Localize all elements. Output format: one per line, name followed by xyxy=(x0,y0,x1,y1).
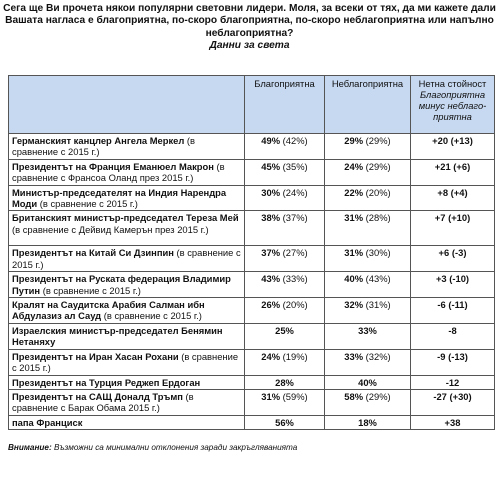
leader-comparison: (в сравнение с Франсоа Оланд през 2015 г.) xyxy=(12,160,225,184)
unfavorable-cell xyxy=(325,323,411,349)
header-net-title: Нетна стойност xyxy=(418,78,487,89)
table-row xyxy=(9,272,495,298)
leader-name: Президентът на Китай Си Дзинпин xyxy=(12,247,174,259)
favorable-previous: (20%) xyxy=(280,299,308,311)
unfavorable-cell xyxy=(325,246,411,272)
table-row xyxy=(9,211,495,246)
unfavorable-previous: (29%) xyxy=(363,160,391,172)
unfavorable-value: 18% xyxy=(358,416,377,428)
net-previous: (-10) xyxy=(446,273,470,285)
favorable-cell xyxy=(245,389,325,415)
net-value: -8 xyxy=(448,324,457,336)
unfavorable-value: 31% xyxy=(344,212,364,224)
unfavorable-cell xyxy=(325,159,411,185)
net-cell xyxy=(411,323,495,349)
net-cell xyxy=(411,185,495,211)
net-previous: (+10) xyxy=(445,212,471,224)
favorable-value: 38% xyxy=(261,212,281,224)
favorable-value: 56% xyxy=(275,416,294,428)
leader-cell xyxy=(9,134,245,160)
unfavorable-cell xyxy=(325,272,411,298)
results-table xyxy=(8,75,495,430)
net-cell xyxy=(411,415,495,429)
favorable-previous: (42%) xyxy=(280,135,308,146)
favorable-previous: (27%) xyxy=(280,247,308,259)
favorable-value: 24% xyxy=(261,350,281,362)
favorable-value: 26% xyxy=(261,299,281,311)
favorable-cell xyxy=(245,298,325,324)
favorable-previous: (37%) xyxy=(280,212,308,224)
favorable-cell xyxy=(245,246,325,272)
unfavorable-previous: (29%) xyxy=(363,135,391,146)
unfavorable-value: 24% xyxy=(344,160,364,172)
leader-comparison: (в сравнение с Барак Обама 2015 г.) xyxy=(12,390,194,414)
leader-name: Британският министър-председател Тереза Мей xyxy=(12,212,239,224)
unfavorable-cell xyxy=(325,298,411,324)
net-previous: (+6) xyxy=(450,160,471,172)
net-value: +38 xyxy=(444,416,461,428)
table-row xyxy=(9,415,495,429)
net-previous: (-11) xyxy=(445,299,468,311)
net-previous: (+30) xyxy=(446,390,472,402)
survey-subtitle: Данни за света xyxy=(209,40,290,52)
net-previous: (-3) xyxy=(449,247,467,259)
favorable-previous: (35%) xyxy=(280,160,308,172)
leader-comparison: (в сравнение с 2015 г.) xyxy=(12,247,241,270)
favorable-cell xyxy=(245,185,325,211)
table-row xyxy=(9,185,495,211)
favorable-cell xyxy=(245,211,325,246)
table-row xyxy=(9,323,495,349)
net-value: +6 xyxy=(438,247,450,259)
table-row xyxy=(9,298,495,324)
favorable-previous: (24%) xyxy=(280,186,308,198)
net-cell xyxy=(411,134,495,160)
leader-comparison: (в сравнение с 2015 г.) xyxy=(37,198,138,210)
leader-name: Министър-председателят на Индия Нарендра Моди xyxy=(12,186,227,210)
unfavorable-cell xyxy=(325,185,411,211)
leader-cell xyxy=(9,246,245,272)
net-value: -9 xyxy=(437,350,446,362)
favorable-value: 43% xyxy=(261,273,281,285)
net-cell xyxy=(411,349,495,375)
net-cell xyxy=(411,375,495,389)
favorable-cell xyxy=(245,375,325,389)
leader-name: Президентът на Франция Еманюел Макрон xyxy=(12,160,214,172)
leader-name: Кралят на Саудитска Арабия Салман ибн Абдулазиз ал Сауд xyxy=(12,299,205,322)
leader-cell xyxy=(9,185,245,211)
unfavorable-cell xyxy=(325,349,411,375)
net-value: +20 xyxy=(432,135,449,146)
leader-cell xyxy=(9,211,245,246)
leader-name: Президентът на САЩ Доналд Тръмп xyxy=(12,390,183,402)
unfavorable-value: 33% xyxy=(358,324,377,336)
leader-cell xyxy=(9,159,245,185)
net-value: -12 xyxy=(445,376,460,388)
leader-cell xyxy=(9,298,245,324)
header-favorable: Благоприятна xyxy=(245,76,325,134)
table-row xyxy=(9,246,495,272)
table-body xyxy=(9,134,495,430)
leader-name: папа Франциск xyxy=(12,416,83,428)
favorable-previous: (19%) xyxy=(280,350,308,362)
unfavorable-value: 40% xyxy=(344,273,364,285)
table-row xyxy=(9,349,495,375)
favorable-value: 30% xyxy=(261,186,281,198)
leader-name: Президентът на Иран Хасан Рохани xyxy=(12,350,179,362)
table-row xyxy=(9,375,495,389)
table-row xyxy=(9,134,495,160)
favorable-value: 25% xyxy=(275,324,294,336)
net-cell xyxy=(411,159,495,185)
favorable-cell xyxy=(245,272,325,298)
net-cell xyxy=(411,272,495,298)
favorable-cell xyxy=(245,349,325,375)
favorable-value: 37% xyxy=(261,247,281,259)
leader-comparison: (в сравнение с 2015 г.) xyxy=(12,135,196,158)
net-previous: (+13) xyxy=(448,135,473,146)
table-row xyxy=(9,389,495,415)
unfavorable-value: 22% xyxy=(344,186,364,198)
unfavorable-value: 40% xyxy=(358,376,377,388)
net-previous: (+4) xyxy=(448,186,468,198)
leader-comparison: (в сравнение с 2015 г.) xyxy=(40,284,141,296)
leader-name: Президентът на Руската федерация Владимир Путин xyxy=(12,273,231,296)
leader-cell xyxy=(9,323,245,349)
survey-heading xyxy=(0,3,499,53)
net-cell xyxy=(411,211,495,246)
survey-question: Сега ще Ви прочета някои популярни световни лидери. Моля, за всеки от тях, да ми кажете дали Вашата нагласа е благоприятна, по-скоро благоприятна, по-скоро неблагоприятна или напълно неблагоприятна? xyxy=(3,3,496,39)
favorable-previous: (59%) xyxy=(280,390,308,402)
net-value: +3 xyxy=(435,273,447,285)
unfavorable-value: 58% xyxy=(344,390,364,402)
table-header-row xyxy=(9,76,495,134)
leader-name: Президентът на Турция Реджеп Ердоган xyxy=(12,376,201,388)
net-value: +21 xyxy=(434,160,451,172)
unfavorable-value: 31% xyxy=(344,247,364,259)
leader-cell xyxy=(9,349,245,375)
footnote-label: Внимание: xyxy=(8,443,52,452)
header-leader xyxy=(9,76,245,134)
unfavorable-value: 32% xyxy=(344,299,364,311)
net-cell xyxy=(411,246,495,272)
leader-comparison: (в сравнение с 2015 г.) xyxy=(12,350,239,374)
table-row xyxy=(9,159,495,185)
unfavorable-previous: (20%) xyxy=(363,186,391,198)
unfavorable-value: 33% xyxy=(344,350,364,362)
leader-cell xyxy=(9,389,245,415)
favorable-value: 31% xyxy=(261,390,281,402)
unfavorable-previous: (31%) xyxy=(363,299,391,311)
unfavorable-cell xyxy=(325,134,411,160)
net-previous: (-13) xyxy=(445,350,468,362)
favorable-cell xyxy=(245,134,325,160)
footnote-text: Възможни са минимални отклонения заради закръгляванията xyxy=(51,443,298,452)
favorable-previous: (33%) xyxy=(280,273,308,285)
net-cell xyxy=(411,389,495,415)
unfavorable-cell xyxy=(325,389,411,415)
leader-cell xyxy=(9,375,245,389)
header-net-subtitle: Благоприятна минус неблаго-приятна xyxy=(418,89,487,122)
leader-comparison: (в сравнение с 2015 г.) xyxy=(101,310,202,322)
net-cell xyxy=(411,298,495,324)
favorable-value: 28% xyxy=(275,376,294,388)
unfavorable-previous: (32%) xyxy=(363,350,391,362)
net-value: +7 xyxy=(434,212,446,224)
unfavorable-previous: (43%) xyxy=(363,273,391,285)
unfavorable-cell xyxy=(325,211,411,246)
unfavorable-value: 29% xyxy=(344,135,364,146)
leader-comparison: (в сравнение с Дейвид Камерън през 2015 г.) xyxy=(12,223,209,235)
footnote xyxy=(8,443,297,452)
unfavorable-cell xyxy=(325,375,411,389)
header-net xyxy=(411,76,495,134)
leader-cell xyxy=(9,415,245,429)
favorable-value: 49% xyxy=(261,135,281,146)
net-value: -6 xyxy=(437,299,446,311)
unfavorable-cell xyxy=(325,415,411,429)
leader-name: Германският канцлер Ангела Меркел xyxy=(12,135,185,146)
net-value: +8 xyxy=(437,186,449,198)
unfavorable-previous: (29%) xyxy=(363,390,391,402)
favorable-value: 45% xyxy=(261,160,281,172)
leader-name: Израелския министър-председател Бенямин Нетаняху xyxy=(12,324,223,348)
unfavorable-previous: (28%) xyxy=(363,212,391,224)
favorable-cell xyxy=(245,323,325,349)
favorable-cell xyxy=(245,415,325,429)
unfavorable-previous: (30%) xyxy=(363,247,391,259)
favorable-cell xyxy=(245,159,325,185)
header-unfavorable: Неблагоприятна xyxy=(325,76,411,134)
net-value: -27 xyxy=(433,390,447,402)
leader-cell xyxy=(9,272,245,298)
